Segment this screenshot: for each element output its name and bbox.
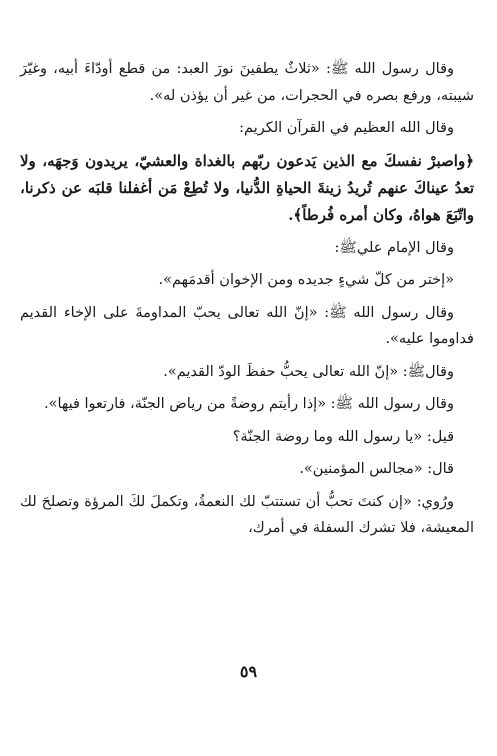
answer-line: قال: «مجالس المؤمنين».	[299, 461, 454, 477]
page-body	[20, 56, 474, 548]
question-line: قيل: «يا رسول الله وما روضة الجنّة؟	[232, 428, 454, 445]
page-number: ٥٩	[239, 662, 258, 681]
hadith-paragraph: وقالﷺ: «إنّ الله تعالى يحبُّ حفظَ الودّ القديم».	[163, 363, 454, 380]
quran-intro: وقال الله العظيم في القرآن الكريم:	[239, 120, 454, 136]
hadith-paragraph: وقال رسول الله ﷺ: «إذا رأيتم روضةً من رياض الجنّة، فارتعوا فيها».	[44, 396, 454, 412]
narration-paragraph: ورُوي: «إن كنتَ تحبُّ أن تستتبّ لك النعمةُ، وتكملَ لكَ المرؤة وتصلحَ لك المعيشة، فلا تشرك السفلة في أمرك،	[20, 493, 474, 536]
imam-ali-intro: وقال الإمام عليﷺ:	[334, 239, 454, 256]
imam-ali-quote: «إختر من كلّ شيءٍ جديده ومن الإخوان أقدمَهم».	[158, 272, 454, 288]
hadith-paragraph: وقال رسول الله ﷺ: «ثلاثٌ يطفينَ نورَ العبد: من قطع أودّاءَ أبيه، وغيّرَ شيبته، ورفع بصره في الحجرات، من غير أن يؤذن له».	[20, 61, 474, 104]
hadith-paragraph: وقال رسول الله ﷺ: «إنّ الله تعالى يحبّ المداومةَ على الإخاء القديم فداوموا عليه».	[20, 304, 474, 347]
quran-verse: ﴿واصبرْ نفسكَ مع الذين يَدعون ربّهم بالغداة والعشيّ، يريدون وَجهَه، ولا تعدُ عيناكَ عنهم تُريدُ زينةَ الحياةِ الدُّنيا، ولا تُطِعْ مَن أغفلنا قلبَه عن ذكرنا، واتّبَعَ هواهُ، وكان أمره فُرطاً﴾.	[20, 151, 474, 224]
